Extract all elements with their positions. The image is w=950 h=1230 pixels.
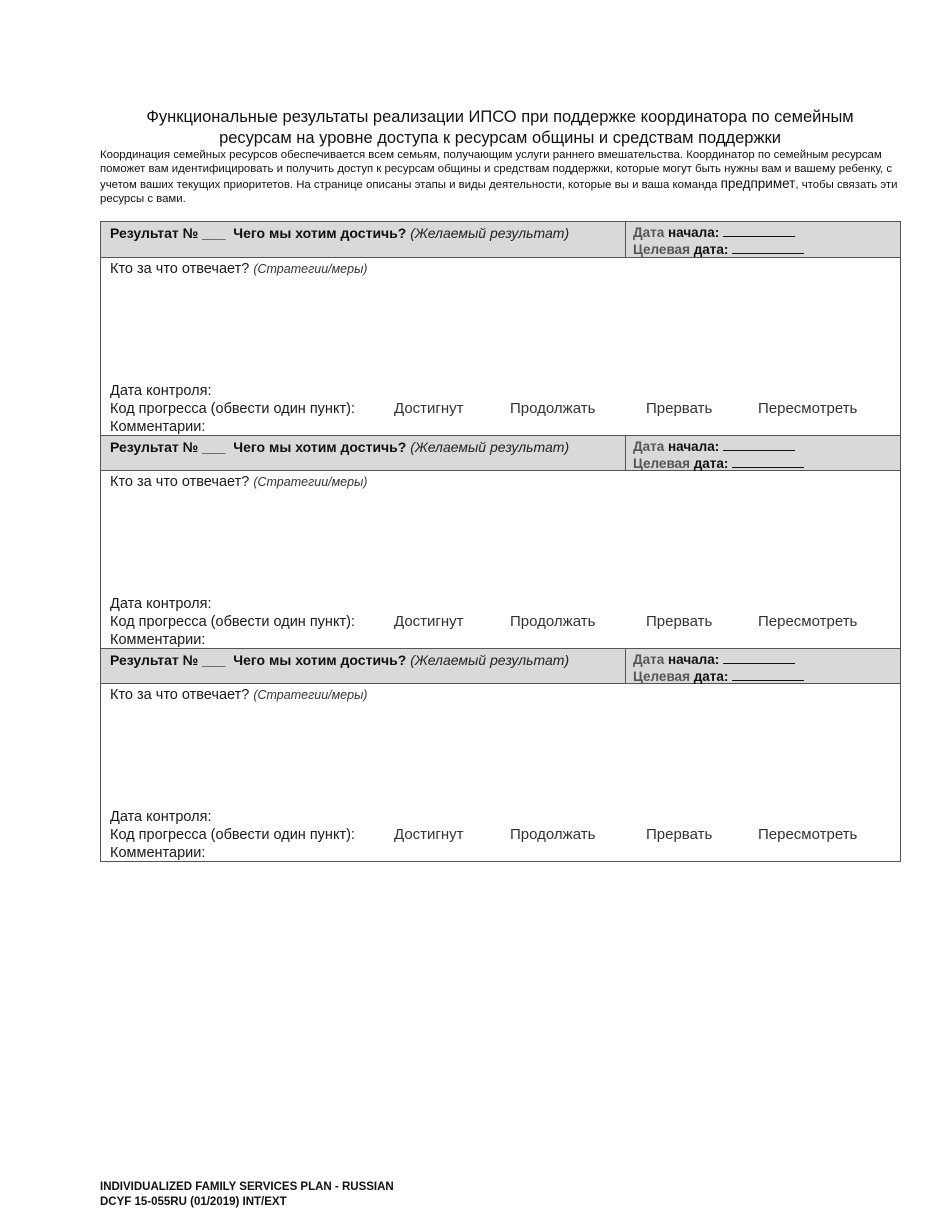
option-continue[interactable]: Продолжать [510,613,596,630]
target-date-blank[interactable] [732,668,804,681]
outcome-question-hint: (Желаемый результат) [410,225,570,241]
start-date-label-gray: Дата [633,652,665,667]
outcome-question-text: Чего мы хотим достичь? [233,652,407,668]
review-date-label[interactable]: Дата контроля: [110,383,212,399]
outcome-dates [633,651,804,685]
result-number-label: Результат № ___ [110,652,226,668]
target-date-blank[interactable] [732,241,804,254]
start-date-blank[interactable] [723,224,795,237]
start-date-label: начала: [668,652,720,667]
start-date-field[interactable] [633,224,804,241]
start-date-blank[interactable] [723,651,795,664]
progress-code-row [110,613,858,631]
outcome-dates [633,224,804,258]
start-date-label: начала: [668,225,720,240]
option-achieved[interactable]: Достигнут [394,400,464,417]
outcome-question [110,439,569,455]
outcome-body[interactable] [101,258,900,435]
option-revise[interactable]: Пересмотреть [758,400,858,417]
document-footer [100,1180,394,1209]
start-date-blank[interactable] [723,438,795,451]
header-divider [625,649,626,683]
responsibility-text: Кто за что отвечает? [110,687,250,703]
target-date-label: дата: [693,669,729,684]
option-continue[interactable]: Продолжать [510,400,596,417]
start-date-label-gray: Дата [633,439,665,454]
review-section [110,595,858,649]
option-achieved[interactable]: Достигнут [394,826,464,843]
intro-main-text: Координация семейных ресурсов обеспечивается всем семьям, получающим услуги раннего вмешательства. Координатор по семейным ресурсам поможет вам идентифицировать и получить доступ к ресурсам общины и средствам поддержки, которые могут быть нужны вам и вашему ребенку, с учетом ваших текущих приоритетов. На странице описаны этапы и виды деятельности, которые вы и ваша команда [100,149,893,191]
responsibility-label [110,261,367,277]
outcome-question-text: Чего мы хотим достичь? [233,439,407,455]
outcome-question-text: Чего мы хотим достичь? [233,225,407,241]
start-date-field[interactable] [633,438,804,455]
intro-emphasized-word: предпримет [720,175,796,191]
responsibility-hint: (Стратегии/меры) [253,688,368,702]
responsibility-text: Кто за что отвечает? [110,261,250,277]
comments-label[interactable]: Комментарии: [110,419,206,435]
page-title-line-2: ресурсам на уровне доступа к ресурсам общины и средствам поддержки [219,129,781,147]
responsibility-hint: (Стратегии/меры) [253,262,368,276]
outcome-body[interactable] [101,684,900,861]
option-continue[interactable]: Продолжать [510,826,596,843]
progress-code-row [110,400,858,418]
outcome-question [110,225,569,241]
start-date-field[interactable] [633,651,804,668]
outcome-question [110,652,569,668]
progress-code-label: Код прогресса (обвести один пункт): [110,401,355,417]
result-number-label: Результат № ___ [110,225,226,241]
footer-form-code: DCYF 15-055RU (01/2019) INT/EXT [100,1195,287,1208]
outcome-block-2 [101,435,900,648]
option-discontinue[interactable]: Прервать [646,826,713,843]
outcome-header [101,648,900,684]
review-section [110,808,858,862]
review-date-label[interactable]: Дата контроля: [110,596,212,612]
target-date-label: дата: [693,456,729,471]
outcome-question-hint: (Желаемый результат) [410,439,570,455]
header-divider [625,222,626,257]
outcomes-form-table [100,221,901,862]
option-revise[interactable]: Пересмотреть [758,613,858,630]
progress-code-row [110,826,858,844]
outcome-body[interactable] [101,471,900,648]
outcome-question-hint: (Желаемый результат) [410,652,570,668]
responsibility-hint: (Стратегии/меры) [253,475,368,489]
target-date-label-gray: Целевая [633,669,690,684]
footer-form-name: INDIVIDUALIZED FAMILY SERVICES PLAN - RUSSIAN [100,1181,394,1193]
responsibility-label [110,687,367,703]
comments-label[interactable]: Комментарии: [110,845,206,861]
option-discontinue[interactable]: Прервать [646,400,713,417]
comments-label[interactable]: Комментарии: [110,632,206,648]
target-date-field[interactable] [633,241,804,258]
target-date-label-gray: Целевая [633,242,690,257]
page-title-line-1: Функциональные результаты реализации ИПСО при поддержке координатора по семейным [146,108,854,126]
target-date-blank[interactable] [732,455,804,468]
outcome-block-3 [101,648,900,861]
header-divider [625,436,626,470]
responsibility-text: Кто за что отвечает? [110,474,250,490]
option-achieved[interactable]: Достигнут [394,613,464,630]
target-date-label: дата: [693,242,729,257]
outcome-header [101,222,900,258]
responsibility-label [110,474,367,490]
review-section [110,382,858,436]
review-date-label[interactable]: Дата контроля: [110,809,212,825]
start-date-label-gray: Дата [633,225,665,240]
option-discontinue[interactable]: Прервать [646,613,713,630]
option-revise[interactable]: Пересмотреть [758,826,858,843]
page-title [100,107,900,149]
outcome-block-1 [101,222,900,435]
target-date-field[interactable] [633,668,804,685]
progress-code-label: Код прогресса (обвести один пункт): [110,614,355,630]
start-date-label: начала: [668,439,720,454]
outcome-dates [633,438,804,472]
target-date-field[interactable] [633,455,804,472]
intro-paragraph [100,148,902,207]
outcome-header [101,435,900,471]
intro-tail-text: , чтобы связать эти ресурсы с вами. [100,178,898,206]
result-number-label: Результат № ___ [110,439,226,455]
progress-code-label: Код прогресса (обвести один пункт): [110,827,355,843]
target-date-label-gray: Целевая [633,456,690,471]
